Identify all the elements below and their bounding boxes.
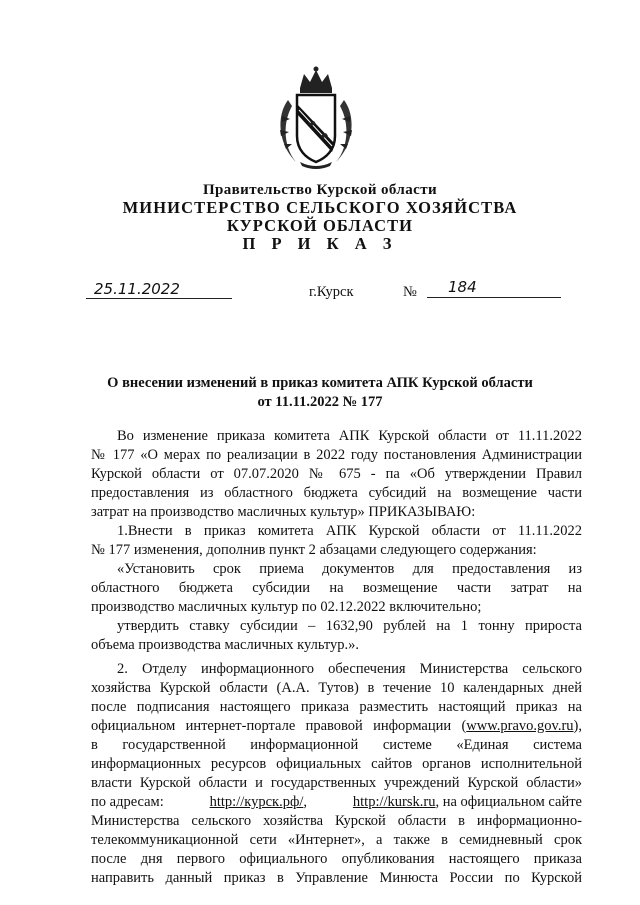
kursk-rf-link[interactable]: http://курск.рф/ <box>209 794 304 810</box>
body-line: Министерства сельского хозяйства Курской области в информационно- <box>91 813 582 829</box>
body-line: 1.Внести в приказ комитета АПК Курской области от 11.11.2022 <box>117 523 582 539</box>
body-line: по адресам: http://курск.рф/, http://kursk.ru, на официальном сайте <box>91 794 582 810</box>
body-line: областного бюджета субсидии на возмещение части затрат на <box>91 580 582 596</box>
body-line: власти Курской области и государственных учреждений Курской области» <box>91 775 582 791</box>
body-line: № 177 изменения, дополнив пункт 2 абзацами следующего содержания: <box>91 542 537 558</box>
body-line: информационных ресурсов официальных сайтов органов исполнительной <box>91 756 582 772</box>
date-underline <box>86 298 232 299</box>
kursk-ru-link[interactable]: http://kursk.ru <box>352 794 436 810</box>
document-date: 25.11.2022 <box>94 280 180 298</box>
body-line: Во изменение приказа комитета АПК Курской области от 11.11.2022 <box>117 428 582 444</box>
body-line: объема производства масличных культур.». <box>91 637 360 653</box>
body-line: утвердить ставку субсидии – 1632,90 рублей на 1 тонну прироста <box>117 618 582 634</box>
body-line: хозяйства Курской области (А.А. Тутов) в течение 10 календарных дней <box>91 680 582 696</box>
body-line: Курской области от 07.07.2020 № 675 - па «Об утверждении Правил <box>91 466 582 482</box>
document-title-line2: от 11.11.2022 № 177 <box>257 394 383 410</box>
body-line: предоставления из областного бюджета субсидий на возмещение части <box>91 485 582 501</box>
ministry-name-line1: МИНИСТЕРСТВО СЕЛЬСКОГО ХОЗЯЙСТВА <box>122 198 518 217</box>
body-line: в государственной информационной системе «Единая система <box>91 737 582 753</box>
number-underline <box>427 297 561 298</box>
body-line: «Установить срок приема документов для предоставления из <box>117 561 582 577</box>
body-line: затрат на производство масличных культур» ПРИКАЗЫВАЮ: <box>91 504 476 520</box>
body-line: производство масличных культур по 02.12.2022 включительно; <box>91 599 482 615</box>
city: г.Курск <box>309 284 354 300</box>
document-type: П Р И К А З <box>242 234 398 253</box>
body-line: официальном интернет-портале правовой информации (www.pravo.gov.ru), <box>91 718 582 734</box>
document-title-line1: О внесении изменений в приказ комитета АПК Курской области <box>107 375 533 391</box>
body-line: после дня первого официального опубликования настоящего приказа <box>91 851 582 867</box>
body-line: 2. Отделу информационного обеспечения Министерства сельского <box>117 661 582 677</box>
body-line: № 177 «О мерах по реализации в 2022 году постановления Администрации <box>91 447 582 463</box>
body-line: после подписания настоящего приказа разместить настоящий приказ на <box>91 699 582 715</box>
number-sign: № <box>403 284 417 300</box>
ministry-name-line2: КУРСКОЙ ОБЛАСТИ <box>226 216 414 235</box>
body-line: телекоммуникационной сети «Интернет», а также в семидневный срок <box>91 832 582 848</box>
pravo-gov-link[interactable]: www.pravo.gov.ru <box>466 718 574 734</box>
body-line: направить данный приказ в Управление Минюста России по Курской <box>91 870 582 886</box>
government-name: Правительство Курской области <box>202 182 438 198</box>
document-number: 184 <box>448 278 477 296</box>
coat-of-arms-emblem <box>270 66 362 172</box>
